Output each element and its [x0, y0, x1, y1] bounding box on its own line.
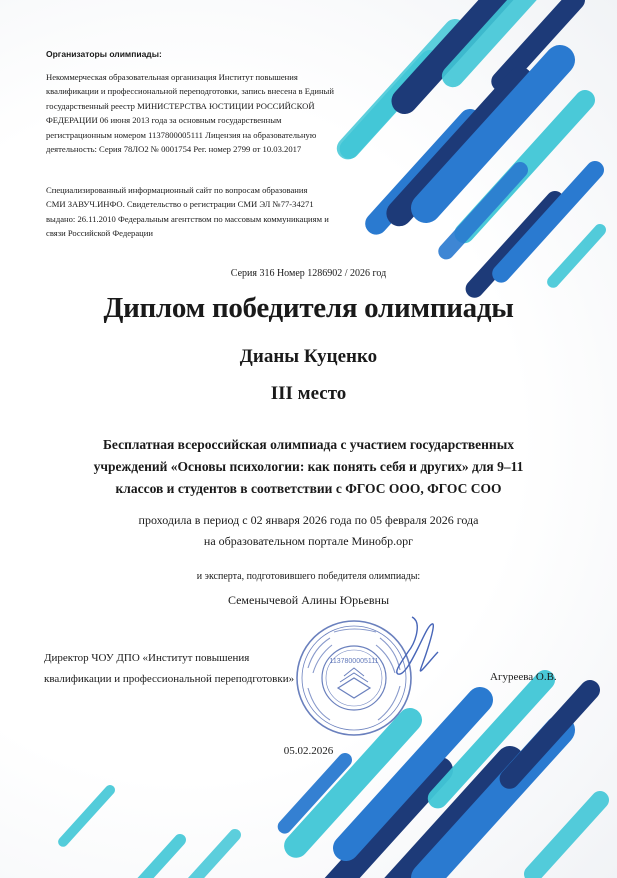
olympiad-line: классов и студентов в соответствии с ФГОС ООО, ФГОС СОО — [115, 481, 502, 496]
media-line: выдано: 26.11.2010 Федеральным агентством по массовым коммуникациям и — [46, 213, 329, 224]
media-line: связи Российской Федерации — [46, 228, 153, 239]
place-label: III место — [270, 383, 347, 404]
media-info — [46, 183, 396, 241]
director-line: Директор ЧОУ ДПО «Институт повышения — [44, 652, 250, 664]
olympiad-description — [0, 434, 617, 500]
diploma-title: Диплом победителя олимпиады — [103, 292, 514, 324]
org-line: регистрационным номером 1137800005111 Лицензия на образовательную — [46, 129, 317, 140]
organizer-info — [46, 70, 396, 156]
recipient-name: Дианы Куценко — [239, 346, 378, 367]
olympiad-line: Бесплатная всероссийская олимпиада с участием государственных — [103, 437, 514, 452]
expert-name: Семенычевой Алины Юрьевны — [227, 593, 390, 607]
period-line: проходила в период с 02 января 2026 года по 05 февраля 2026 года — [138, 513, 479, 527]
decor-stripe — [533, 800, 600, 874]
decor-stripe — [181, 835, 235, 878]
org-line: Некоммерческая образовательная организация Институт повышения — [46, 72, 298, 82]
media-line: Специализированный информационный сайт по вопросам образования — [46, 185, 308, 195]
director-title — [44, 648, 294, 690]
olympiad-line: учреждений «Основы психологии: как понять себя и других» для 9–11 — [93, 459, 524, 474]
organizers-heading: Организаторы олимпиады: — [46, 49, 162, 59]
director-name: Агуреева О.В. — [490, 671, 557, 683]
org-line: деятельность: Серия 78ЛО2 № 0001754 Рег. номер 2799 от 10.03.2017 — [46, 144, 302, 155]
signature — [382, 612, 442, 682]
decor-stripe — [120, 840, 180, 878]
stamp-number: 1137800005111 — [329, 658, 379, 665]
issue-date: 05.02.2026 — [283, 745, 334, 757]
org-line: ФЕДЕРАЦИИ 06 июня 2013 года за основным государственным — [46, 115, 282, 126]
olympiad-period — [0, 510, 617, 552]
period-line: на образовательном портале Минобр.орг — [203, 534, 414, 548]
decor-stripe — [63, 790, 110, 842]
org-line: квалификации и профессиональной переподготовки, запись внесена в Единый — [46, 86, 334, 97]
expert-label: и эксперта, подготовившего победителя олимпиады: — [196, 571, 421, 582]
org-line: государственный реестр МИНИСТЕРСТВА ЮСТИЦИИ РОССИЙСКОЙ — [46, 100, 315, 111]
media-line: СМИ ЗАВУЧ.ИНФО. Свидетельство о регистрации СМИ ЭЛ №77-34271 — [46, 199, 314, 210]
series-number: Серия 316 Номер 1286902 / 2026 год — [230, 268, 387, 279]
director-line: квалификации и профессиональной переподготовки» — [44, 673, 295, 685]
